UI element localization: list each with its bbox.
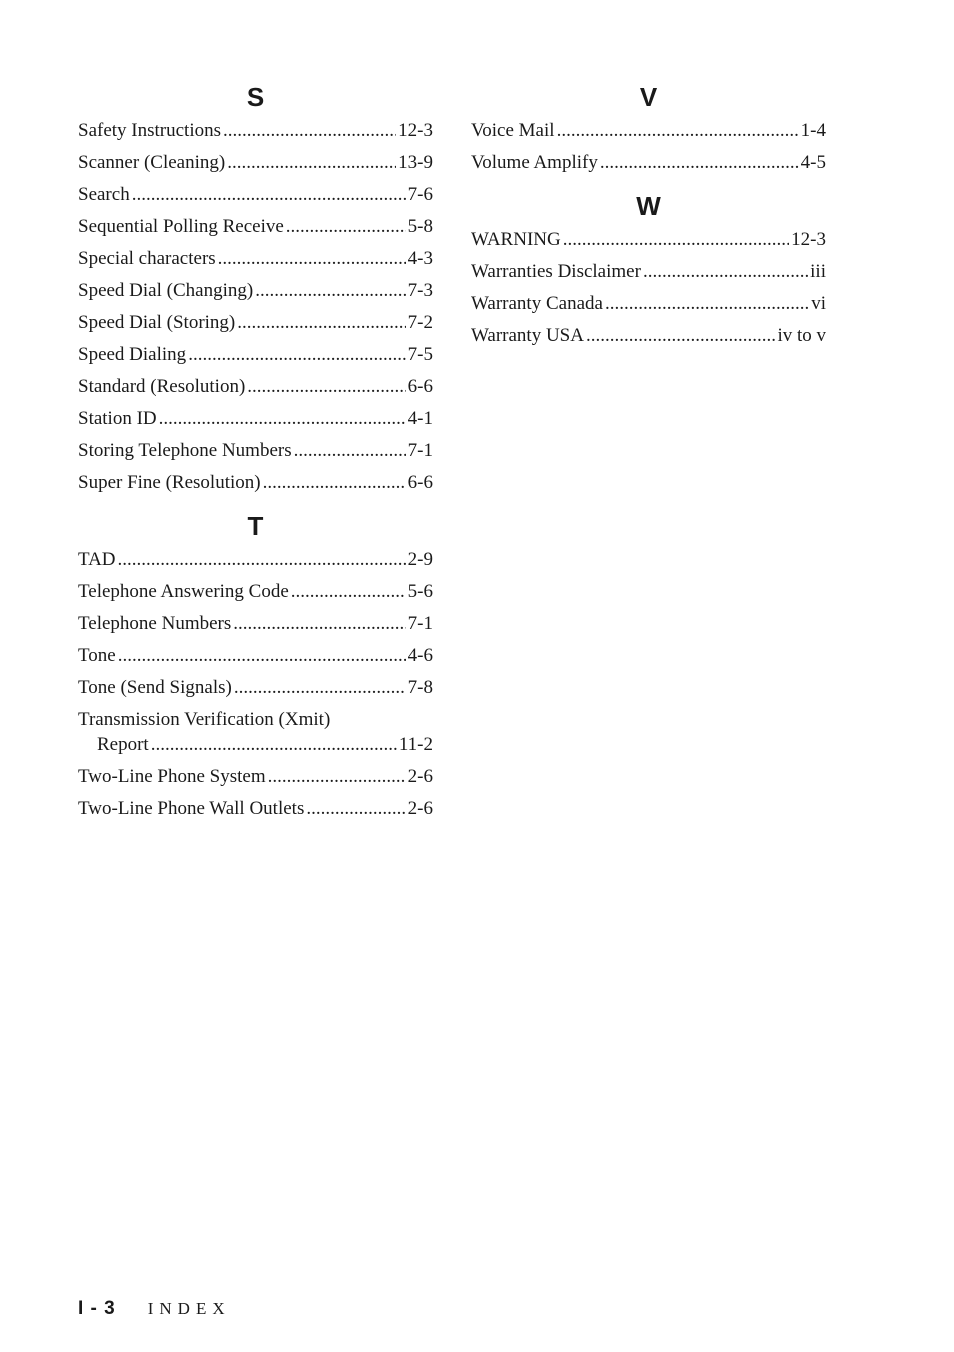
- dot-leader: [306, 796, 405, 821]
- index-entry: [78, 707, 433, 757]
- dot-leader: [218, 246, 406, 271]
- dot-leader: [294, 438, 406, 463]
- section-letter: W: [636, 191, 661, 221]
- index-entry: [78, 547, 433, 572]
- index-entry: [471, 150, 826, 175]
- page-number: I - 3: [78, 1298, 116, 1319]
- section-letter: T: [247, 511, 264, 541]
- entry-term: Search: [78, 184, 130, 205]
- dot-leader: [586, 323, 775, 348]
- entry-page: 7-5: [407, 344, 433, 365]
- index-entry: [471, 118, 826, 143]
- entry-term: Station ID: [78, 408, 157, 429]
- entry-term: TAD: [78, 549, 116, 570]
- entry-term: Sequential Polling Receive: [78, 216, 284, 237]
- index-section-w: [471, 187, 826, 348]
- index-entry: [78, 182, 433, 207]
- dot-leader: [237, 310, 405, 335]
- entry-page: 2-6: [407, 798, 433, 819]
- entry-term: Speed Dialing: [78, 344, 187, 365]
- index-entry: [78, 214, 433, 239]
- dot-leader: [563, 227, 789, 252]
- section-letter: V: [639, 82, 658, 112]
- dot-leader: [118, 547, 406, 572]
- index-section-s: [78, 78, 433, 495]
- index-entry: [78, 150, 433, 175]
- entry-term: Two-Line Phone Wall Outlets: [78, 798, 305, 819]
- index-entry: [78, 611, 433, 636]
- entry-term: Warranties Disclaimer: [471, 261, 641, 282]
- index-entry: [78, 643, 433, 668]
- entry-term: Standard (Resolution): [78, 376, 246, 397]
- entry-term: Telephone Numbers: [78, 613, 232, 634]
- dot-leader: [233, 611, 405, 636]
- entry-page: 4-5: [800, 152, 826, 173]
- entry-page: 2-9: [407, 549, 433, 570]
- entry-term: Super Fine (Resolution): [78, 472, 261, 493]
- dot-leader: [605, 291, 809, 316]
- page-footer: [78, 1298, 231, 1320]
- dot-leader: [227, 150, 396, 175]
- entry-page: 7-8: [407, 677, 433, 698]
- entry-term: WARNING: [471, 229, 561, 250]
- index-entry: [78, 764, 433, 789]
- entry-page: 13-9: [398, 152, 433, 173]
- entry-term: Telephone Answering Code: [78, 581, 289, 602]
- entry-page: 7-1: [407, 440, 433, 461]
- entry-page: 5-8: [407, 216, 433, 237]
- index-entry: [471, 227, 826, 252]
- entry-term: Tone: [78, 645, 116, 666]
- dot-leader: [255, 278, 405, 303]
- dot-leader: [268, 764, 406, 789]
- entry-page: 1-4: [800, 120, 826, 141]
- entry-term: Special characters: [78, 248, 216, 269]
- dot-leader: [234, 675, 406, 700]
- index-right-column: [471, 78, 826, 355]
- entry-page: 12-3: [398, 120, 433, 141]
- entry-term: Safety Instructions: [78, 120, 222, 141]
- entry-page: 2-6: [407, 766, 433, 787]
- index-entry: [78, 118, 433, 143]
- entry-page: iv to v: [777, 325, 826, 346]
- index-section-t: [78, 507, 433, 821]
- entry-page: 6-6: [407, 376, 433, 397]
- entry-page: vi: [811, 293, 826, 314]
- dot-leader: [600, 150, 799, 175]
- index-entry: [471, 291, 826, 316]
- entry-page: 7-3: [407, 280, 433, 301]
- entry-page: 7-6: [407, 184, 433, 205]
- entry-page: 7-2: [407, 312, 433, 333]
- index-entry: [471, 259, 826, 284]
- dot-leader: [118, 643, 406, 668]
- section-letter: S: [246, 82, 265, 112]
- index-entry: [78, 579, 433, 604]
- entry-term: Transmission Verification (Xmit): [78, 709, 331, 730]
- entry-term: Voice Mail: [471, 120, 555, 141]
- entry-term: Warranty USA: [471, 325, 584, 346]
- index-entry: [78, 406, 433, 431]
- index-entry: [78, 675, 433, 700]
- entry-page: 7-1: [407, 613, 433, 634]
- entry-page: 4-1: [407, 408, 433, 429]
- dot-leader: [247, 374, 405, 399]
- entry-term: Speed Dial (Changing): [78, 280, 254, 301]
- entry-term-continuation: Report: [97, 734, 149, 755]
- entry-term: Storing Telephone Numbers: [78, 440, 292, 461]
- dot-leader: [557, 118, 799, 143]
- dot-leader: [643, 259, 808, 284]
- entry-term: Scanner (Cleaning): [78, 152, 226, 173]
- entry-continuation-line: [78, 732, 433, 757]
- entry-page: 4-3: [407, 248, 433, 269]
- entry-page: 5-6: [407, 581, 433, 602]
- dot-leader: [286, 214, 406, 239]
- index-left-column: [78, 78, 433, 828]
- entry-page: 12-3: [791, 229, 826, 250]
- dot-leader: [291, 579, 406, 604]
- entry-term: Tone (Send Signals): [78, 677, 232, 698]
- entry-term: Warranty Canada: [471, 293, 603, 314]
- entry-term: Speed Dial (Storing): [78, 312, 236, 333]
- dot-leader: [159, 406, 406, 431]
- dot-leader: [223, 118, 396, 143]
- running-title: INDEX: [147, 1299, 231, 1318]
- entry-term: Volume Amplify: [471, 152, 598, 173]
- dot-leader: [151, 732, 397, 757]
- entry-page: iii: [810, 261, 826, 282]
- index-entry: [78, 374, 433, 399]
- entry-page: 11-2: [398, 734, 433, 755]
- index-entry: [78, 796, 433, 821]
- index-entry: [78, 310, 433, 335]
- index-entry: [471, 323, 826, 348]
- dot-leader: [132, 182, 406, 207]
- index-entry: [78, 246, 433, 271]
- index-entry: [78, 470, 433, 495]
- entry-term: Two-Line Phone System: [78, 766, 266, 787]
- index-entry: [78, 342, 433, 367]
- index-entry: [78, 438, 433, 463]
- index-section-v: [471, 78, 826, 175]
- dot-leader: [263, 470, 406, 495]
- entry-page: 6-6: [407, 472, 433, 493]
- dot-leader: [188, 342, 405, 367]
- index-entry: [78, 278, 433, 303]
- entry-page: 4-6: [407, 645, 433, 666]
